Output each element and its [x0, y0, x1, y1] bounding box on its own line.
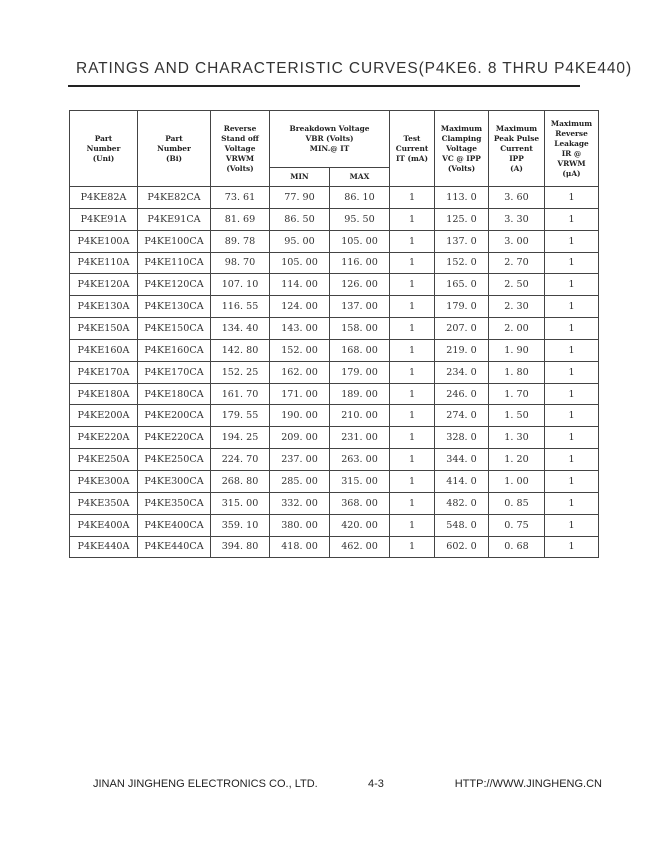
table-row — [70, 492, 599, 514]
cell-vrwm: 194. 25 — [211, 427, 270, 449]
cell-vrwm: 134. 40 — [211, 318, 270, 340]
cell-clamping-voltage: 125. 0 — [435, 208, 489, 230]
cell-leakage: 1 — [545, 361, 599, 383]
cell-vrwm: 224. 70 — [211, 449, 270, 471]
cell-part-bi: P4KE100CA — [138, 230, 211, 252]
cell-vbr-min: 237. 00 — [270, 449, 330, 471]
cell-clamping-voltage: 548. 0 — [435, 514, 489, 536]
cell-part-uni: P4KE400A — [70, 514, 138, 536]
header-vrwm: Reverse Stand off Voltage VRWM (Volts) — [211, 111, 270, 187]
header-max: MAX — [330, 168, 390, 187]
cell-part-bi: P4KE110CA — [138, 252, 211, 274]
cell-clamping-voltage: 113. 0 — [435, 187, 489, 209]
cell-leakage: 1 — [545, 449, 599, 471]
cell-part-bi: P4KE400CA — [138, 514, 211, 536]
cell-vbr-max: 231. 00 — [330, 427, 390, 449]
cell-part-uni: P4KE220A — [70, 427, 138, 449]
cell-clamping-voltage: 234. 0 — [435, 361, 489, 383]
cell-leakage: 1 — [545, 492, 599, 514]
cell-vbr-max: 116. 00 — [330, 252, 390, 274]
table-row — [70, 252, 599, 274]
cell-vbr-max: 189. 00 — [330, 383, 390, 405]
cell-part-uni: P4KE350A — [70, 492, 138, 514]
cell-clamping-voltage: 246. 0 — [435, 383, 489, 405]
cell-part-uni: P4KE300A — [70, 470, 138, 492]
header-clamping-voltage: Maximum Clamping Voltage VC @ IPP (Volts) — [435, 111, 489, 187]
cell-vbr-min: 143. 00 — [270, 318, 330, 340]
cell-test-current: 1 — [390, 230, 435, 252]
cell-part-uni: P4KE170A — [70, 361, 138, 383]
cell-vrwm: 142. 80 — [211, 339, 270, 361]
cell-test-current: 1 — [390, 361, 435, 383]
title-rule — [68, 85, 580, 87]
header-part-bi: Part Number (Bi) — [138, 111, 211, 187]
header-min: MIN — [270, 168, 330, 187]
cell-part-uni: P4KE440A — [70, 536, 138, 558]
cell-part-bi: P4KE250CA — [138, 449, 211, 471]
cell-vbr-max: 126. 00 — [330, 274, 390, 296]
cell-clamping-voltage: 414. 0 — [435, 470, 489, 492]
header-row — [70, 111, 599, 168]
cell-leakage: 1 — [545, 230, 599, 252]
cell-part-bi: P4KE130CA — [138, 296, 211, 318]
cell-test-current: 1 — [390, 449, 435, 471]
table-body — [70, 187, 599, 558]
table-row — [70, 230, 599, 252]
cell-vbr-max: 368. 00 — [330, 492, 390, 514]
cell-vbr-max: 158. 00 — [330, 318, 390, 340]
cell-part-uni: P4KE180A — [70, 383, 138, 405]
cell-vrwm: 394. 80 — [211, 536, 270, 558]
cell-vbr-min: 95. 00 — [270, 230, 330, 252]
table-row — [70, 449, 599, 471]
cell-leakage: 1 — [545, 318, 599, 340]
cell-vbr-min: 285. 00 — [270, 470, 330, 492]
cell-vbr-min: 209. 00 — [270, 427, 330, 449]
cell-vbr-max: 210. 00 — [330, 405, 390, 427]
cell-leakage: 1 — [545, 405, 599, 427]
cell-peak-pulse-current: 1. 20 — [489, 449, 545, 471]
cell-test-current: 1 — [390, 208, 435, 230]
cell-test-current: 1 — [390, 427, 435, 449]
cell-leakage: 1 — [545, 470, 599, 492]
table-row — [70, 427, 599, 449]
header-reverse-leakage: Maximum Reverse Leakage IR @ VRWM (μA) — [545, 111, 599, 187]
page-title: RATINGS AND CHARACTERISTIC CURVES(P4KE6. 8 THRU P4KE440) — [76, 60, 633, 77]
cell-vbr-min: 124. 00 — [270, 296, 330, 318]
cell-part-uni: P4KE130A — [70, 296, 138, 318]
cell-vbr-max: 168. 00 — [330, 339, 390, 361]
cell-peak-pulse-current: 2. 00 — [489, 318, 545, 340]
cell-part-uni: P4KE250A — [70, 449, 138, 471]
cell-vrwm: 179. 55 — [211, 405, 270, 427]
cell-part-uni: P4KE91A — [70, 208, 138, 230]
cell-vbr-max: 263. 00 — [330, 449, 390, 471]
cell-peak-pulse-current: 3. 30 — [489, 208, 545, 230]
cell-peak-pulse-current: 1. 80 — [489, 361, 545, 383]
cell-clamping-voltage: 328. 0 — [435, 427, 489, 449]
header-breakdown-voltage: Breakdown Voltage VBR (Volts) MIN.@ IT — [270, 111, 390, 168]
cell-clamping-voltage: 179. 0 — [435, 296, 489, 318]
table-row — [70, 296, 599, 318]
ratings-table — [69, 110, 599, 558]
cell-part-uni: P4KE120A — [70, 274, 138, 296]
footer-page-number: 4-3 — [368, 778, 384, 790]
cell-part-uni: P4KE150A — [70, 318, 138, 340]
cell-leakage: 1 — [545, 274, 599, 296]
cell-part-uni: P4KE82A — [70, 187, 138, 209]
table-row — [70, 405, 599, 427]
cell-peak-pulse-current: 0. 68 — [489, 536, 545, 558]
cell-vrwm: 107. 10 — [211, 274, 270, 296]
footer-url: HTTP://WWW.JINGHENG.CN — [454, 778, 602, 790]
cell-vrwm: 152. 25 — [211, 361, 270, 383]
table-row — [70, 274, 599, 296]
table-row — [70, 318, 599, 340]
cell-peak-pulse-current: 2. 50 — [489, 274, 545, 296]
cell-vbr-max: 105. 00 — [330, 230, 390, 252]
cell-test-current: 1 — [390, 536, 435, 558]
cell-test-current: 1 — [390, 492, 435, 514]
cell-peak-pulse-current: 1. 70 — [489, 383, 545, 405]
cell-vbr-max: 137. 00 — [330, 296, 390, 318]
cell-peak-pulse-current: 2. 30 — [489, 296, 545, 318]
table-row — [70, 536, 599, 558]
cell-part-bi: P4KE170CA — [138, 361, 211, 383]
cell-part-bi: P4KE200CA — [138, 405, 211, 427]
cell-clamping-voltage: 219. 0 — [435, 339, 489, 361]
cell-clamping-voltage: 482. 0 — [435, 492, 489, 514]
cell-part-uni: P4KE100A — [70, 230, 138, 252]
cell-leakage: 1 — [545, 208, 599, 230]
cell-vrwm: 116. 55 — [211, 296, 270, 318]
cell-test-current: 1 — [390, 274, 435, 296]
cell-peak-pulse-current: 1. 30 — [489, 427, 545, 449]
cell-vbr-max: 95. 50 — [330, 208, 390, 230]
cell-vbr-min: 171. 00 — [270, 383, 330, 405]
table-row — [70, 383, 599, 405]
cell-part-bi: P4KE82CA — [138, 187, 211, 209]
cell-leakage: 1 — [545, 252, 599, 274]
cell-clamping-voltage: 207. 0 — [435, 318, 489, 340]
cell-part-bi: P4KE220CA — [138, 427, 211, 449]
cell-vbr-min: 152. 00 — [270, 339, 330, 361]
cell-vrwm: 161. 70 — [211, 383, 270, 405]
table-row — [70, 514, 599, 536]
cell-test-current: 1 — [390, 470, 435, 492]
cell-peak-pulse-current: 1. 90 — [489, 339, 545, 361]
cell-clamping-voltage: 344. 0 — [435, 449, 489, 471]
cell-vbr-min: 77. 90 — [270, 187, 330, 209]
cell-vbr-min: 105. 00 — [270, 252, 330, 274]
cell-vbr-max: 179. 00 — [330, 361, 390, 383]
cell-part-uni: P4KE160A — [70, 339, 138, 361]
cell-peak-pulse-current: 1. 00 — [489, 470, 545, 492]
cell-vbr-min: 418. 00 — [270, 536, 330, 558]
cell-test-current: 1 — [390, 405, 435, 427]
cell-leakage: 1 — [545, 339, 599, 361]
cell-vbr-max: 462. 00 — [330, 536, 390, 558]
cell-test-current: 1 — [390, 252, 435, 274]
header-test-current: Test Current IT (mA) — [390, 111, 435, 187]
cell-part-bi: P4KE300CA — [138, 470, 211, 492]
cell-vrwm: 268. 80 — [211, 470, 270, 492]
cell-vbr-max: 315. 00 — [330, 470, 390, 492]
cell-part-bi: P4KE350CA — [138, 492, 211, 514]
cell-test-current: 1 — [390, 318, 435, 340]
cell-peak-pulse-current: 3. 60 — [489, 187, 545, 209]
cell-leakage: 1 — [545, 296, 599, 318]
cell-leakage: 1 — [545, 383, 599, 405]
footer-company: JINAN JINGHENG ELECTRONICS CO., LTD. — [93, 778, 318, 790]
cell-vbr-min: 114. 00 — [270, 274, 330, 296]
cell-peak-pulse-current: 3. 00 — [489, 230, 545, 252]
cell-vbr-min: 86. 50 — [270, 208, 330, 230]
cell-peak-pulse-current: 1. 50 — [489, 405, 545, 427]
table-row — [70, 339, 599, 361]
cell-vrwm: 81. 69 — [211, 208, 270, 230]
cell-vbr-max: 420. 00 — [330, 514, 390, 536]
cell-clamping-voltage: 274. 0 — [435, 405, 489, 427]
cell-test-current: 1 — [390, 339, 435, 361]
cell-vrwm: 89. 78 — [211, 230, 270, 252]
cell-vrwm: 98. 70 — [211, 252, 270, 274]
cell-leakage: 1 — [545, 187, 599, 209]
cell-vbr-max: 86. 10 — [330, 187, 390, 209]
table-row — [70, 208, 599, 230]
cell-test-current: 1 — [390, 383, 435, 405]
header-peak-pulse-current: Maximum Peak Pulse Current IPP (A) — [489, 111, 545, 187]
cell-vrwm: 73. 61 — [211, 187, 270, 209]
cell-test-current: 1 — [390, 514, 435, 536]
cell-part-bi: P4KE180CA — [138, 383, 211, 405]
table-row — [70, 470, 599, 492]
cell-peak-pulse-current: 2. 70 — [489, 252, 545, 274]
cell-part-bi: P4KE150CA — [138, 318, 211, 340]
cell-vrwm: 359. 10 — [211, 514, 270, 536]
cell-vrwm: 315. 00 — [211, 492, 270, 514]
cell-part-uni: P4KE110A — [70, 252, 138, 274]
cell-part-uni: P4KE200A — [70, 405, 138, 427]
cell-peak-pulse-current: 0. 75 — [489, 514, 545, 536]
cell-peak-pulse-current: 0. 85 — [489, 492, 545, 514]
cell-vbr-min: 380. 00 — [270, 514, 330, 536]
cell-clamping-voltage: 152. 0 — [435, 252, 489, 274]
cell-test-current: 1 — [390, 296, 435, 318]
cell-clamping-voltage: 165. 0 — [435, 274, 489, 296]
cell-vbr-min: 162. 00 — [270, 361, 330, 383]
cell-leakage: 1 — [545, 514, 599, 536]
cell-leakage: 1 — [545, 536, 599, 558]
cell-vbr-min: 190. 00 — [270, 405, 330, 427]
header-part-uni: Part Number (Uni) — [70, 111, 138, 187]
cell-part-bi: P4KE440CA — [138, 536, 211, 558]
table-row — [70, 361, 599, 383]
cell-part-bi: P4KE91CA — [138, 208, 211, 230]
table-row — [70, 187, 599, 209]
cell-vbr-min: 332. 00 — [270, 492, 330, 514]
cell-part-bi: P4KE160CA — [138, 339, 211, 361]
cell-clamping-voltage: 137. 0 — [435, 230, 489, 252]
cell-clamping-voltage: 602. 0 — [435, 536, 489, 558]
cell-part-bi: P4KE120CA — [138, 274, 211, 296]
cell-test-current: 1 — [390, 187, 435, 209]
cell-leakage: 1 — [545, 427, 599, 449]
